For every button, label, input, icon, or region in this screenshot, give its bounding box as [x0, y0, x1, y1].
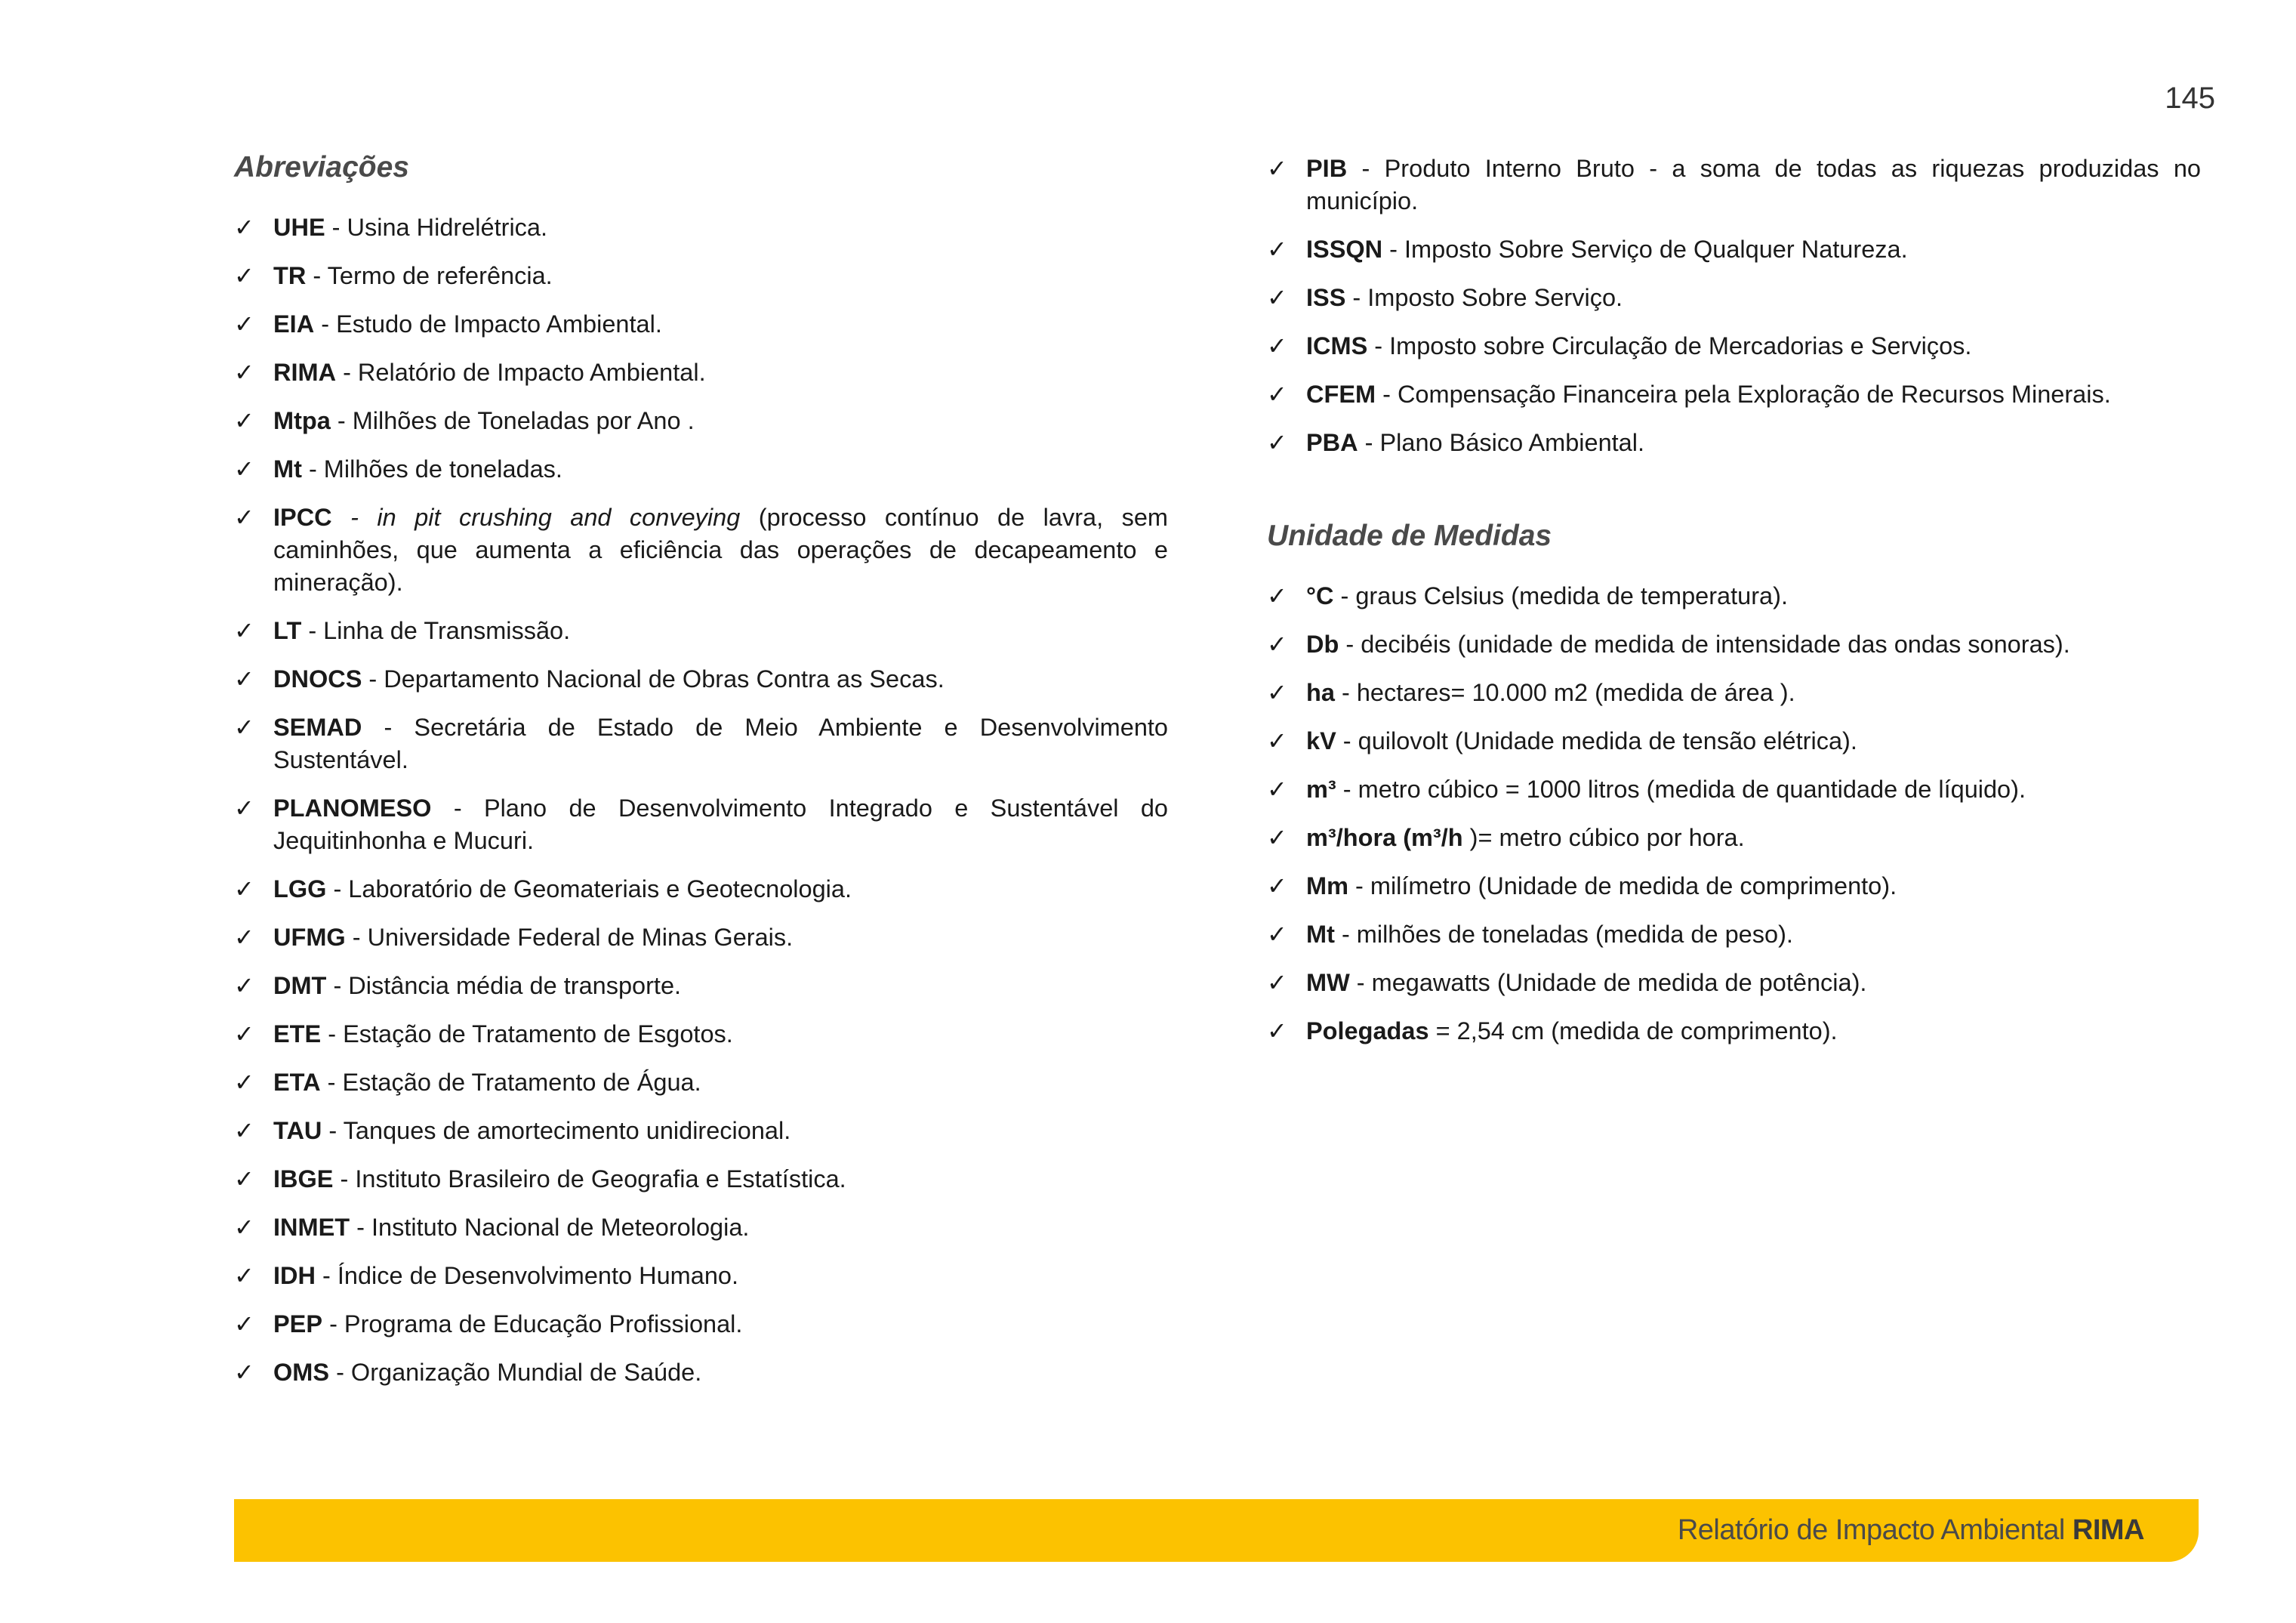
item-text	[273, 1260, 1168, 1292]
item-abbreviation: Mm	[1306, 872, 1348, 899]
check-icon: ✓	[1267, 921, 1287, 948]
check-icon: ✓	[234, 1020, 254, 1048]
item-text	[1306, 580, 2201, 612]
footer-bar	[234, 1499, 2199, 1562]
item-abbreviation: EIA	[273, 310, 315, 338]
item-text	[1306, 233, 2201, 266]
check-icon: ✓	[234, 617, 254, 644]
item-text	[1306, 282, 2201, 314]
item-description: - Estação de Tratamento de Esgotos.	[328, 1020, 733, 1048]
item-description: - Milhões de Toneladas por Ano .	[337, 407, 695, 434]
item-text	[273, 615, 1168, 647]
list-item	[234, 1018, 1168, 1051]
item-abbreviation: CFEM	[1306, 381, 1376, 408]
item-description: - hectares= 10.000 m2 (medida de área ).	[1341, 679, 1795, 706]
list-item	[234, 615, 1168, 647]
item-text	[273, 308, 1168, 341]
list-item	[234, 260, 1168, 292]
item-abbreviation: ISS	[1306, 284, 1346, 311]
left-column	[234, 151, 1168, 1405]
item-text	[273, 1066, 1168, 1099]
list-item	[1267, 1015, 2201, 1048]
item-description: - Tanques de amortecimento unidirecional.	[328, 1117, 791, 1144]
list-item	[234, 1308, 1168, 1341]
check-icon: ✓	[1267, 969, 1287, 996]
item-text	[273, 356, 1168, 389]
list-item	[234, 792, 1168, 857]
item-description: - Estação de Tratamento de Água.	[327, 1069, 701, 1096]
item-text	[1306, 967, 2201, 999]
abbreviations-list	[234, 211, 1168, 1389]
item-text	[1306, 628, 2201, 661]
item-text	[273, 1356, 1168, 1389]
item-description: - Compensação Financeira pela Exploração de Recursos Minerais.	[1382, 381, 2111, 408]
item-abbreviation: TAU	[273, 1117, 322, 1144]
check-icon: ✓	[1267, 872, 1287, 899]
item-description: - Relatório de Impacto Ambiental.	[343, 359, 706, 386]
item-abbreviation: RIMA	[273, 359, 337, 386]
item-abbreviation: DMT	[273, 972, 327, 999]
check-icon: ✓	[234, 1069, 254, 1096]
check-icon: ✓	[234, 795, 254, 822]
abbreviations-heading: Abreviações	[234, 151, 409, 184]
check-icon: ✓	[234, 972, 254, 999]
check-icon: ✓	[234, 455, 254, 483]
item-text	[273, 1018, 1168, 1051]
item-text	[273, 663, 1168, 696]
item-description: )= metro cúbico por hora.	[1469, 824, 1745, 851]
item-abbreviation: ETE	[273, 1020, 322, 1048]
item-description: - Secretária de Estado de Meio Ambiente e Desenvolvimento Sustentável.	[273, 714, 1169, 773]
item-abbreviation: m³/hora (m³/h	[1306, 824, 1463, 851]
check-icon: ✓	[1267, 582, 1287, 609]
list-item	[234, 1115, 1168, 1147]
item-description: - quilovolt (Unidade medida de tensão elétrica).	[1342, 727, 1857, 754]
list-item	[1267, 870, 2201, 903]
item-abbreviation: ISSQN	[1306, 236, 1383, 263]
item-text	[273, 1308, 1168, 1341]
item-abbreviation: IBGE	[273, 1165, 334, 1193]
check-icon: ✓	[234, 214, 254, 241]
item-description: - milhões de toneladas (medida de peso).	[1341, 921, 1793, 948]
units-heading: Unidade de Medidas	[1267, 520, 1552, 552]
check-icon: ✓	[234, 665, 254, 693]
footer-title-text: Relatório de Impacto Ambiental	[1677, 1514, 2065, 1546]
list-item	[1267, 773, 2201, 806]
item-description: - Instituto Brasileiro de Geografia e Estatística.	[340, 1165, 846, 1193]
list-item	[234, 970, 1168, 1002]
page-number: 145	[2165, 82, 2215, 115]
item-abbreviation: IPCC	[273, 504, 332, 531]
item-abbreviation: kV	[1306, 727, 1336, 754]
list-item	[1267, 580, 2201, 612]
list-item	[234, 1163, 1168, 1196]
item-abbreviation: DNOCS	[273, 665, 362, 693]
check-icon: ✓	[234, 714, 254, 741]
abbreviations-continued-list	[1267, 153, 2201, 459]
check-icon: ✓	[1267, 776, 1287, 803]
item-text	[273, 453, 1168, 486]
check-icon: ✓	[1267, 332, 1287, 359]
item-text	[273, 1211, 1168, 1244]
item-abbreviation: PEP	[273, 1310, 323, 1338]
item-text	[1306, 773, 2201, 806]
list-item	[1267, 677, 2201, 709]
item-description: - Imposto Sobre Serviço de Qualquer Natureza.	[1389, 236, 1908, 263]
check-icon: ✓	[1267, 1017, 1287, 1044]
list-item	[234, 663, 1168, 696]
check-icon: ✓	[234, 924, 254, 951]
check-icon: ✓	[234, 875, 254, 903]
item-description: - megawatts (Unidade de medida de potência).	[1356, 969, 1867, 996]
item-abbreviation: LT	[273, 617, 302, 644]
item-abbreviation: PLANOMESO	[273, 795, 432, 822]
item-abbreviation: ETA	[273, 1069, 321, 1096]
check-icon: ✓	[234, 262, 254, 289]
footer-brand: RIMA	[2072, 1514, 2144, 1546]
list-item	[1267, 967, 2201, 999]
item-description: - decibéis (unidade de medida de intensidade das ondas sonoras).	[1345, 631, 2070, 658]
item-abbreviation: OMS	[273, 1359, 330, 1386]
check-icon: ✓	[1267, 679, 1287, 706]
item-abbreviation: m³	[1306, 776, 1336, 803]
item-text	[273, 405, 1168, 437]
list-item	[1267, 282, 2201, 314]
list-item	[234, 308, 1168, 341]
item-text	[1306, 378, 2201, 411]
check-icon: ✓	[1267, 429, 1287, 456]
list-item	[1267, 378, 2201, 411]
item-text	[273, 873, 1168, 906]
list-item	[234, 921, 1168, 954]
list-item	[234, 1066, 1168, 1099]
item-abbreviation: IDH	[273, 1262, 316, 1289]
list-item	[1267, 233, 2201, 266]
item-abbreviation: INMET	[273, 1214, 350, 1241]
item-abbreviation: Mt	[273, 455, 302, 483]
check-icon: ✓	[234, 504, 254, 531]
item-description: - Linha de Transmissão.	[308, 617, 571, 644]
item-description: - Programa de Educação Profissional.	[329, 1310, 743, 1338]
check-icon: ✓	[1267, 236, 1287, 263]
item-description: - Plano Básico Ambiental.	[1364, 429, 1644, 456]
item-description: - Termo de referência.	[313, 262, 553, 289]
list-item	[1267, 628, 2201, 661]
item-description: - Imposto sobre Circulação de Mercadorias e Serviços.	[1374, 332, 1972, 359]
item-abbreviation: ICMS	[1306, 332, 1368, 359]
item-text	[1306, 1015, 2201, 1048]
item-description: - Departamento Nacional de Obras Contra as Secas.	[368, 665, 945, 693]
item-description: - Produto Interno Bruto - a soma de todas as riquezas produzidas no município.	[1306, 155, 2202, 214]
footer-title	[1678, 1499, 2144, 1562]
item-description: - Milhões de toneladas.	[308, 455, 562, 483]
list-item	[234, 501, 1168, 599]
item-description: - graus Celsius (medida de temperatura).	[1340, 582, 1788, 609]
list-item	[1267, 822, 2201, 854]
check-icon: ✓	[1267, 155, 1287, 182]
item-abbreviation: TR	[273, 262, 307, 289]
item-text	[1306, 677, 2201, 709]
item-text	[1306, 870, 2201, 903]
list-item	[1267, 427, 2201, 459]
list-item	[234, 1260, 1168, 1292]
check-icon: ✓	[1267, 824, 1287, 851]
item-text	[1306, 427, 2201, 459]
item-text	[273, 501, 1168, 599]
list-item	[1267, 330, 2201, 363]
item-abbreviation: °C	[1306, 582, 1334, 609]
check-icon: ✓	[234, 1165, 254, 1193]
list-item	[234, 1356, 1168, 1389]
item-description: - Estudo de Impacto Ambiental.	[321, 310, 662, 338]
check-icon: ✓	[1267, 284, 1287, 311]
list-item	[234, 405, 1168, 437]
item-description: - Plano de Desenvolvimento Integrado e Sustentável do Jequitinhonha e Mucuri.	[273, 795, 1169, 854]
check-icon: ✓	[234, 310, 254, 338]
item-text	[1306, 918, 2201, 951]
item-abbreviation: LGG	[273, 875, 327, 903]
item-text	[273, 711, 1168, 776]
item-abbreviation: ha	[1306, 679, 1335, 706]
item-description: - Universidade Federal de Minas Gerais.	[352, 924, 794, 951]
item-text	[273, 211, 1168, 244]
item-abbreviation: PIB	[1306, 155, 1348, 182]
item-abbreviation: Polegadas	[1306, 1017, 1429, 1044]
item-description: (processo contínuo de lavra, sem caminhões, que aumenta a eficiência das operações de decapeamento e mineração).	[273, 504, 1168, 596]
check-icon: ✓	[1267, 631, 1287, 658]
check-icon: ✓	[234, 1310, 254, 1338]
item-description: - Organização Mundial de Saúde.	[336, 1359, 702, 1386]
item-text	[273, 921, 1168, 954]
item-text	[1306, 822, 2201, 854]
list-item	[1267, 153, 2201, 218]
check-icon: ✓	[1267, 381, 1287, 408]
item-abbreviation: PBA	[1306, 429, 1358, 456]
item-abbreviation: Db	[1306, 631, 1339, 658]
units-list	[1267, 580, 2201, 1048]
item-description: - milímetro (Unidade de medida de comprimento).	[1355, 872, 1897, 899]
item-abbreviation: MW	[1306, 969, 1350, 996]
list-item	[1267, 725, 2201, 758]
item-description: - Índice de Desenvolvimento Humano.	[322, 1262, 738, 1289]
item-description: - Instituto Nacional de Meteorologia.	[356, 1214, 750, 1241]
list-item	[234, 711, 1168, 776]
item-description: = 2,54 cm (medida de comprimento).	[1435, 1017, 1838, 1044]
item-description: - Usina Hidrelétrica.	[331, 214, 548, 241]
item-text	[273, 1115, 1168, 1147]
check-icon: ✓	[234, 359, 254, 386]
item-description: - Imposto Sobre Serviço.	[1352, 284, 1623, 311]
item-abbreviation: UFMG	[273, 924, 346, 951]
item-text	[273, 792, 1168, 857]
item-abbreviation: SEMAD	[273, 714, 362, 741]
check-icon: ✓	[234, 1262, 254, 1289]
item-text	[273, 260, 1168, 292]
item-text	[1306, 725, 2201, 758]
list-item	[1267, 918, 2201, 951]
item-abbreviation: Mt	[1306, 921, 1335, 948]
check-icon: ✓	[234, 1214, 254, 1241]
list-item	[234, 1211, 1168, 1244]
check-icon: ✓	[234, 1359, 254, 1386]
list-item	[234, 453, 1168, 486]
check-icon: ✓	[1267, 727, 1287, 754]
item-description: - metro cúbico = 1000 litros (medida de quantidade de líquido).	[1342, 776, 2026, 803]
check-icon: ✓	[234, 407, 254, 434]
item-text	[1306, 153, 2201, 218]
list-item	[234, 356, 1168, 389]
item-description: - Laboratório de Geomateriais e Geotecnologia.	[333, 875, 852, 903]
check-icon: ✓	[234, 1117, 254, 1144]
list-item	[234, 211, 1168, 244]
item-abbreviation: Mtpa	[273, 407, 331, 434]
item-description: - Distância média de transporte.	[333, 972, 682, 999]
item-text	[273, 1163, 1168, 1196]
item-abbreviation: UHE	[273, 214, 325, 241]
right-column	[1267, 151, 2201, 1063]
list-item	[234, 873, 1168, 906]
item-text	[1306, 330, 2201, 363]
item-text	[273, 970, 1168, 1002]
item-description-italic: - in pit crushing and conveying	[350, 504, 741, 531]
